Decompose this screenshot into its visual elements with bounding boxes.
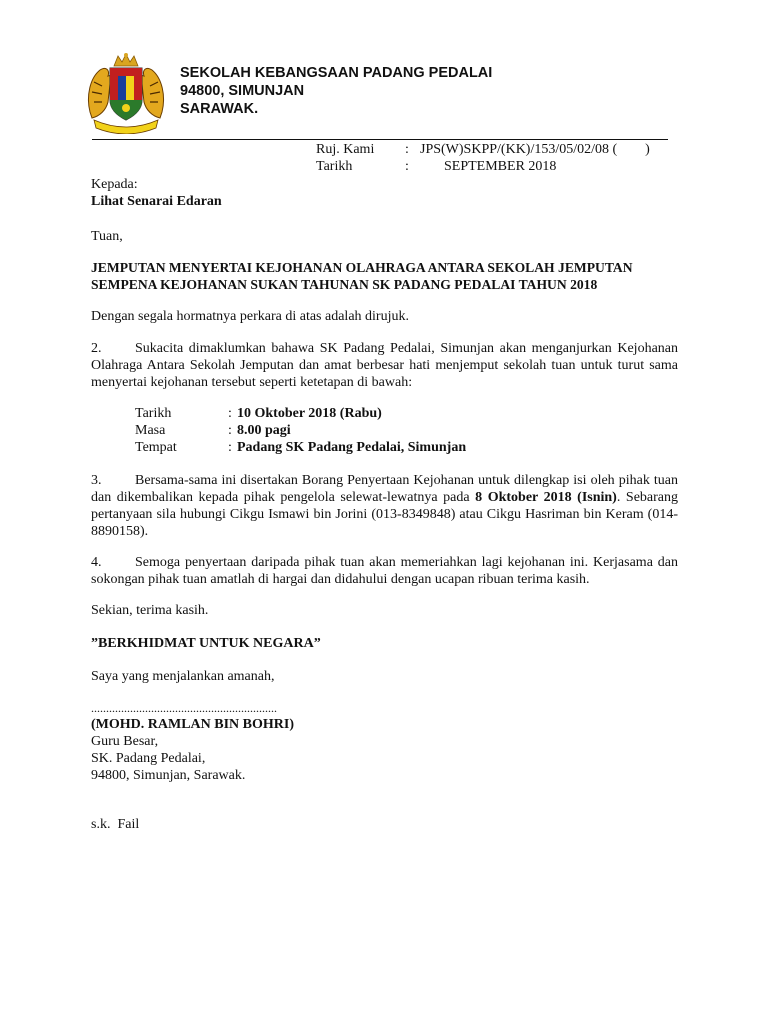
intro-paragraph: Dengan segala hormatnya perkara di atas adalah dirujuk. [91, 309, 409, 324]
salutation: Tuan, [91, 229, 123, 244]
school-address-line-2: SARAWAK. [180, 101, 259, 117]
signature-line: .............................................................. [91, 701, 277, 715]
paragraph-4-number: 4. [91, 555, 102, 570]
signatory-address: 94800, Simunjan, Sarawak. [91, 768, 246, 783]
signatory-title: Guru Besar, [91, 734, 159, 749]
subject-line-2: SEMPENA KEJOHANAN SUKAN TAHUNAN SK PADANG PEDALAI TAHUN 2018 [91, 277, 598, 292]
subject-line-1: JEMPUTAN MENYERTAI KEJOHANAN OLAHRAGA ANTARA SEKOLAH JEMPUTAN [91, 260, 633, 275]
school-address-line-1: 94800, SIMUNJAN [180, 83, 305, 99]
ruj-kami-value: JPS(W)SKPP/(KK)/153/05/02/08 ( ) [420, 142, 650, 157]
sk-fail: s.k. Fail [91, 817, 140, 832]
tarikh-colon: : [405, 159, 409, 174]
closing-text: Sekian, terima kasih. [91, 603, 209, 618]
school-crest-logo [82, 52, 170, 134]
signatory-school: SK. Padang Pedalai, [91, 751, 206, 766]
paragraph-2 [91, 340, 678, 391]
paragraph-3-text-b: . Sebarang pertanyaan sila hubungi Cikgu Ismawi bin Jorini (013-8349848) atau Cikgu Hasriman bin Keram (014-8890158). [91, 490, 679, 539]
paragraph-3-text-a: Bersama-sama ini disertakan Borang Penyertaan Kejohanan untuk dilengkap isi oleh pihak tuan dan dikembalikan kepada pihak pengelola selewat-lewatnya pada [91, 473, 678, 505]
detail-tempat-value: Padang SK Padang Pedalai, Simunjan [237, 440, 467, 455]
paragraph-3 [91, 472, 678, 540]
ruj-kami-label: Ruj. Kami [316, 142, 375, 157]
detail-masa-colon: : [228, 423, 232, 438]
detail-masa-value: 8.00 pagi [237, 423, 291, 438]
tarikh-label: Tarikh [316, 159, 353, 174]
ruj-kami-colon: : [405, 142, 409, 157]
detail-tarikh-value: 10 Oktober 2018 (Rabu) [237, 406, 382, 421]
school-name: SEKOLAH KEBANGSAAN PADANG PEDALAI [180, 65, 493, 81]
amanah-text: Saya yang menjalankan amanah, [91, 669, 275, 684]
paragraph-2-number: 2. [91, 341, 102, 356]
paragraph-3-deadline: 8 Oktober 2018 (Isnin) [475, 490, 617, 505]
paragraph-2-text: Sukacita dimaklumkan bahawa SK Padang Pedalai, Simunjan akan menganjurkan Kejohanan Olahraga Antara Sekolah Jemputan dan amat berbesar hati menjemput sekolah tuan untuk turut sama menyertai kejohanan tersebut seperti ketetapan di bawah: [91, 341, 678, 390]
recipient-name: Lihat Senarai Edaran [91, 194, 222, 209]
signatory-name: (MOHD. RAMLAN BIN BOHRI) [91, 717, 294, 732]
detail-tarikh-colon: : [228, 406, 232, 421]
detail-tempat-colon: : [228, 440, 232, 455]
paragraph-4 [91, 554, 678, 588]
detail-tarikh-label: Tarikh [135, 406, 172, 421]
paragraph-3-number: 3. [91, 473, 102, 488]
detail-tempat-label: Tempat [135, 440, 177, 455]
kepada-label: Kepada: [91, 177, 138, 192]
detail-masa-label: Masa [135, 423, 166, 438]
motto: ”BERKHIDMAT UNTUK NEGARA” [91, 636, 321, 651]
header-divider [92, 139, 668, 140]
paragraph-4-text: Semoga penyertaan daripada pihak tuan akan memeriahkan lagi kejohanan ini. Kerjasama dan sokongan pihak tuan amatlah di hargai dan didahului dengan ucapan ribuan terima kasih. [91, 555, 678, 587]
tarikh-value: SEPTEMBER 2018 [444, 159, 557, 174]
